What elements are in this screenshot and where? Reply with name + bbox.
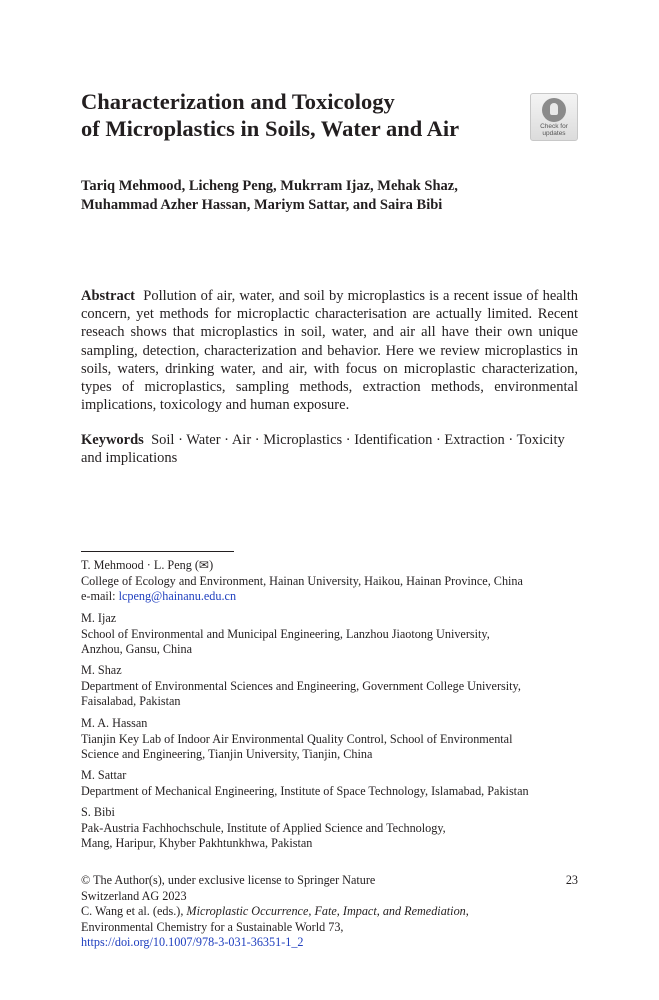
affiliation-shaz xyxy=(81,663,581,710)
affiliation-address: Department of Environmental Sciences and Engineering, Government College University, xyxy=(81,678,521,693)
book-title: Microplastic Occurrence, Fate, Impact, and Remediation xyxy=(186,904,466,918)
affiliation-names: T. Mehmood · L. Peng (✉) xyxy=(81,558,214,572)
affiliation-address: Department of Mechanical Engineering, Institute of Space Technology, Islamabad, Pakistan xyxy=(81,783,529,798)
affiliation-ijaz xyxy=(81,611,581,658)
affiliation-address: Mang, Haripur, Khyber Pakhtunkhwa, Pakistan xyxy=(81,836,313,850)
affiliation-address: Tianjin Key Lab of Indoor Air Environmental Quality Control, School of Environmental xyxy=(81,731,513,746)
badge-label-1: Check for xyxy=(540,123,568,130)
affiliation-names: M. A. Hassan xyxy=(81,716,148,730)
title-line-2: of Microplastics in Soils, Water and Air xyxy=(81,116,460,141)
badge-label-2: updates xyxy=(542,130,566,137)
title-line-1: Characterization and Toxicology xyxy=(81,89,395,114)
doi-link[interactable]: https://doi.org/10.1007/978-3-031-36351-1_2 xyxy=(81,935,304,949)
keywords-label: Keywords xyxy=(81,432,144,448)
affiliation-names: M. Sattar xyxy=(81,768,127,782)
citation-suffix: , xyxy=(465,904,469,918)
page-number: 23 xyxy=(565,873,578,887)
citation-line xyxy=(81,904,581,920)
chapter-title xyxy=(81,88,521,142)
affiliation-address: Pak-Austria Fachhochschule, Institute of Applied Science and Technology, xyxy=(81,820,446,835)
copyright-line-1: © The Author(s), under exclusive license to Springer Nature xyxy=(81,873,376,887)
affiliation-bibi xyxy=(81,805,581,852)
affiliation-address: College of Ecology and Environment, Hainan University, Haikou, Hainan Province, China xyxy=(81,573,523,588)
abstract-label: Abstract xyxy=(81,288,135,304)
copyright-line-2: Switzerland AG 2023 xyxy=(81,888,187,903)
citation-prefix: C. Wang et al. (eds.), xyxy=(81,904,187,918)
email-prefix: e-mail: xyxy=(81,589,119,603)
authors-line-2: Muhammad Azher Hassan, Mariym Sattar, and Saira Bibi xyxy=(81,197,443,213)
keywords-text: Soil · Water · Air · Microplastics · Identification · Extraction · Toxicity and implications xyxy=(81,432,565,467)
authors-line-1: Tariq Mehmood, Licheng Peng, Mukrram Ijaz, Mehak Shaz, xyxy=(81,178,458,194)
check-for-updates-badge[interactable] xyxy=(530,93,578,141)
abstract xyxy=(81,287,578,414)
affiliation-names: M. Ijaz xyxy=(81,611,117,625)
affiliation-sattar xyxy=(81,768,581,799)
abstract-text: Pollution of air, water, and soil by microplastics is a recent issue of health concern, yet methods for microplactic characterisation are actually limited. Recent reseach shows that microplastics in soil, water, and air all have their own unique sampling, detection, characterization and behavior. Here we review microplastics in soils, waters, drinking water, and air, with focus on microplastic characterization, types of microplastics, sampling methods, extraction methods, environmental implications, toxicology and human exposure. xyxy=(81,288,578,414)
affiliation-address: Faisalabad, Pakistan xyxy=(81,694,181,708)
keywords xyxy=(81,431,578,467)
series-line: Environmental Chemistry for a Sustainable World 73, xyxy=(81,919,344,934)
affiliation-email-line xyxy=(81,589,581,605)
email-link[interactable]: lcpeng@hainanu.edu.cn xyxy=(118,589,237,603)
affiliation-mehmood-peng xyxy=(81,558,581,605)
affiliation-address: School of Environmental and Municipal Engineering, Lanzhou Jiaotong University, xyxy=(81,626,490,641)
affiliation-address: Anzhou, Gansu, China xyxy=(81,642,193,656)
footnote-divider xyxy=(81,551,234,552)
author-list xyxy=(81,177,581,215)
bookmark-icon xyxy=(542,98,566,122)
affiliation-names: M. Shaz xyxy=(81,663,122,677)
copyright-footer xyxy=(81,873,581,951)
affiliation-hassan xyxy=(81,716,581,763)
affiliation-names: S. Bibi xyxy=(81,805,115,819)
affiliation-address: Science and Engineering, Tianjin University, Tianjin, China xyxy=(81,747,373,761)
